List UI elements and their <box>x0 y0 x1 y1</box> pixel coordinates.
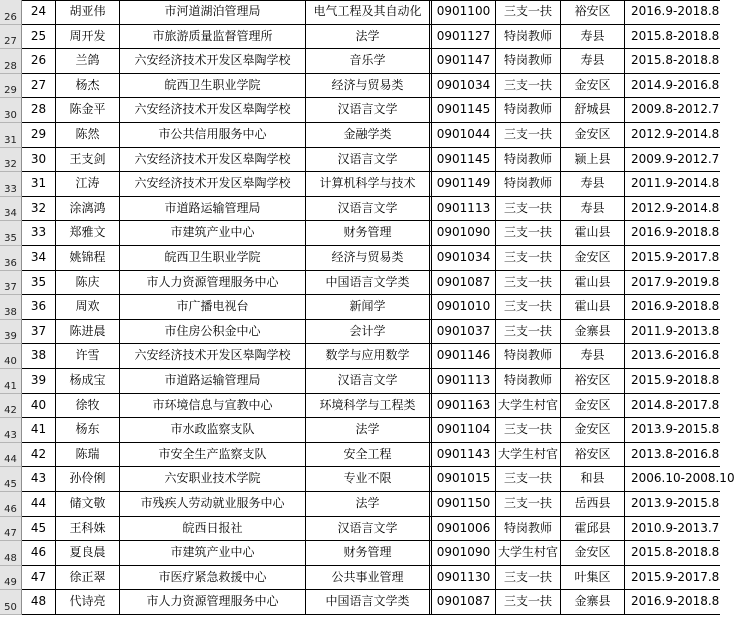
cell-code[interactable]: 0901006 <box>432 517 496 541</box>
cell-period[interactable]: 2013.9-2015.8 <box>631 496 720 510</box>
cell-place[interactable]: 裕安区 <box>561 0 625 24</box>
cell-code[interactable]: 0901087 <box>432 271 496 295</box>
cell-name[interactable]: 兰鸽 <box>56 49 120 73</box>
cell-major[interactable]: 法学 <box>306 492 432 516</box>
cell-period[interactable]: 2010.9-2013.7 <box>631 520 720 535</box>
cell-number[interactable]: 29 <box>22 123 56 147</box>
table-row <box>0 123 720 148</box>
cell-place[interactable]: 霍邱县 <box>561 517 625 541</box>
cell-type[interactable]: 三支一扶 <box>496 418 561 442</box>
cell-place[interactable]: 金安区 <box>561 418 625 442</box>
cell-type[interactable]: 特岗教师 <box>496 369 561 393</box>
cell-name[interactable]: 杨杰 <box>56 74 120 98</box>
cell-period[interactable]: 2016.9-2018.8 <box>631 225 720 240</box>
row-header[interactable]: 29 <box>0 74 22 99</box>
cell-major[interactable]: 汉语言文学 <box>306 369 432 393</box>
cell-name[interactable]: 涂漓鸿 <box>56 197 120 221</box>
cell-place[interactable]: 金安区 <box>561 394 625 418</box>
cell-code[interactable]: 0901145 <box>432 148 496 172</box>
cell-unit[interactable]: 皖西卫生职业学院 <box>120 74 306 98</box>
cell-name[interactable]: 孙伶俐 <box>56 467 120 491</box>
cell-place[interactable]: 和县 <box>561 467 625 491</box>
cell-name[interactable]: 徐牧 <box>56 394 120 418</box>
cell-unit[interactable]: 市人力资源管理服务中心 <box>120 271 306 295</box>
cell-code[interactable]: 0901100 <box>432 0 496 24</box>
cell-unit[interactable]: 市安全生产监察支队 <box>120 443 306 467</box>
cell-code[interactable]: 0901146 <box>432 344 496 368</box>
table-row <box>0 246 720 271</box>
cell-name[interactable]: 许雪 <box>56 344 120 368</box>
cell-code[interactable]: 0901090 <box>432 541 496 565</box>
cell-place[interactable]: 舒城县 <box>561 98 625 122</box>
cell-period[interactable]: 2006.10-2008.10 <box>631 471 735 486</box>
table-row <box>0 443 720 468</box>
row-header[interactable]: 42 <box>0 394 22 419</box>
cell-code[interactable]: 0901037 <box>432 320 496 344</box>
cell-unit[interactable]: 六安经济技术开发区皋陶学校 <box>120 172 306 196</box>
cell-type[interactable]: 特岗教师 <box>496 49 561 73</box>
row-header[interactable]: 30 <box>0 98 22 123</box>
cell-type[interactable]: 三支一扶 <box>496 295 561 319</box>
cell-unit[interactable]: 市残疾人劳动就业服务中心 <box>120 492 306 516</box>
cell-type[interactable]: 三支一扶 <box>496 246 561 270</box>
cell-period[interactable]: 2017.9-2019.8 <box>631 274 720 289</box>
cell-major[interactable]: 计算机科学与技术 <box>306 172 432 196</box>
row-header[interactable]: 31 <box>0 123 22 148</box>
cell-number[interactable]: 47 <box>22 566 56 590</box>
cell-name[interactable]: 陈进晨 <box>56 320 120 344</box>
cell-number[interactable]: 28 <box>22 98 56 122</box>
cell-name[interactable]: 陈瑞 <box>56 443 120 467</box>
table-row <box>0 369 720 394</box>
cell-type[interactable]: 大学生村官 <box>496 443 561 467</box>
cell-unit[interactable]: 皖西日报社 <box>120 517 306 541</box>
cell-place[interactable]: 金安区 <box>561 123 625 147</box>
cell-name[interactable]: 陈庆 <box>56 271 120 295</box>
row-header[interactable]: 40 <box>0 344 22 369</box>
table-row <box>0 344 720 369</box>
table-row <box>0 197 720 222</box>
cell-period[interactable]: 2015.9-2017.8 <box>631 569 720 584</box>
cell-number[interactable]: 48 <box>22 590 56 614</box>
row-header[interactable]: 37 <box>0 271 22 296</box>
cell-name[interactable]: 陈金平 <box>56 98 120 122</box>
cell-name[interactable]: 王支剑 <box>56 148 120 172</box>
cell-number[interactable]: 40 <box>22 394 56 418</box>
table-row <box>0 590 720 615</box>
cell-period[interactable]: 2013.6-2016.8 <box>631 348 720 363</box>
cell-name[interactable]: 杨成宝 <box>56 369 120 393</box>
cell-period[interactable]: 2009.8-2012.7 <box>631 102 720 117</box>
cell-code[interactable]: 0901143 <box>432 443 496 467</box>
cell-number[interactable]: 26 <box>22 49 56 73</box>
cell-code[interactable]: 0901113 <box>432 369 496 393</box>
cell-type[interactable]: 特岗教师 <box>496 25 561 49</box>
cell-number[interactable]: 25 <box>22 25 56 49</box>
cell-number[interactable]: 27 <box>22 74 56 98</box>
cell-type[interactable]: 大学生村官 <box>496 541 561 565</box>
cell-number[interactable]: 32 <box>22 197 56 221</box>
row-header[interactable]: 47 <box>0 517 22 542</box>
cell-major[interactable]: 汉语言文学 <box>306 517 432 541</box>
cell-code[interactable]: 0901127 <box>432 25 496 49</box>
row-header[interactable]: 41 <box>0 369 22 394</box>
cell-name[interactable]: 姚锦程 <box>56 246 120 270</box>
cell-type[interactable]: 三支一扶 <box>496 492 561 516</box>
cell-code[interactable]: 0901010 <box>432 295 496 319</box>
cell-unit[interactable]: 市水政监察支队 <box>120 418 306 442</box>
row-header[interactable]: 32 <box>0 148 22 173</box>
table-row <box>0 517 720 542</box>
cell-place[interactable]: 霍山县 <box>561 271 625 295</box>
cell-type[interactable]: 特岗教师 <box>496 172 561 196</box>
row-header[interactable]: 49 <box>0 566 22 591</box>
cell-code[interactable]: 0901090 <box>432 221 496 245</box>
cell-name[interactable]: 杨东 <box>56 418 120 442</box>
cell-place[interactable]: 寿县 <box>561 172 625 196</box>
cell-unit[interactable]: 市人力资源管理服务中心 <box>120 590 306 614</box>
row-header[interactable]: 35 <box>0 221 22 246</box>
cell-major[interactable]: 金融学类 <box>306 123 432 147</box>
cell-unit[interactable]: 六安经济技术开发区皋陶学校 <box>120 148 306 172</box>
cell-major[interactable]: 专业不限 <box>306 467 432 491</box>
cell-period[interactable]: 2014.8-2017.8 <box>631 397 720 412</box>
table-row <box>0 74 720 99</box>
cell-period[interactable]: 2016.9-2018.8 <box>631 299 720 314</box>
cell-code[interactable]: 0901104 <box>432 418 496 442</box>
cell-period[interactable]: 2012.9-2014.8 <box>631 127 720 141</box>
cell-code[interactable]: 0901149 <box>432 172 496 196</box>
cell-unit[interactable]: 六安经济技术开发区皋陶学校 <box>120 98 306 122</box>
table-row <box>0 566 720 591</box>
cell-unit[interactable]: 六安职业技术学院 <box>120 467 306 491</box>
cell-name[interactable]: 江涛 <box>56 172 120 196</box>
cell-number[interactable]: 37 <box>22 320 56 344</box>
row-header[interactable]: 45 <box>0 467 22 492</box>
cell-place[interactable]: 霍山县 <box>561 295 625 319</box>
cell-number[interactable]: 24 <box>22 0 56 24</box>
cell-code[interactable]: 0901145 <box>432 98 496 122</box>
table-row <box>0 49 720 74</box>
cell-unit[interactable]: 市建筑产业中心 <box>120 221 306 245</box>
cell-type[interactable]: 三支一扶 <box>496 197 561 221</box>
cell-name[interactable]: 陈然 <box>56 123 120 147</box>
cell-number[interactable]: 41 <box>22 418 56 442</box>
table-row <box>0 541 720 566</box>
cell-type[interactable]: 大学生村官 <box>496 394 561 418</box>
cell-code[interactable]: 0901147 <box>432 49 496 73</box>
cell-number[interactable]: 39 <box>22 369 56 393</box>
cell-place[interactable]: 寿县 <box>561 197 625 221</box>
cell-number[interactable]: 44 <box>22 492 56 516</box>
row-header[interactable]: 43 <box>0 418 22 443</box>
cell-period[interactable]: 2016.9-2018.8 <box>631 594 720 609</box>
cell-name[interactable]: 郑雅文 <box>56 221 120 245</box>
cell-major[interactable]: 环境科学与工程类 <box>306 394 432 418</box>
cell-major[interactable]: 安全工程 <box>306 443 432 467</box>
cell-place[interactable]: 金安区 <box>561 246 625 270</box>
cell-number[interactable]: 30 <box>22 148 56 172</box>
cell-type[interactable]: 特岗教师 <box>496 148 561 172</box>
cell-type[interactable]: 三支一扶 <box>496 566 561 590</box>
row-header[interactable]: 39 <box>0 320 22 345</box>
cell-type[interactable]: 特岗教师 <box>496 517 561 541</box>
cell-type[interactable]: 特岗教师 <box>496 98 561 122</box>
table-row <box>0 271 720 296</box>
cell-major[interactable]: 数学与应用数学 <box>306 344 432 368</box>
cell-number[interactable]: 42 <box>22 443 56 467</box>
row-header[interactable]: 48 <box>0 541 22 566</box>
cell-major[interactable]: 经济与贸易类 <box>306 74 432 98</box>
cell-unit[interactable]: 六安经济技术开发区皋陶学校 <box>120 49 306 73</box>
cell-code[interactable]: 0901163 <box>432 394 496 418</box>
cell-major[interactable]: 汉语言文学 <box>306 98 432 122</box>
table-row <box>0 320 720 345</box>
table-row <box>0 221 720 246</box>
cell-major[interactable]: 汉语言文学 <box>306 197 432 221</box>
row-header[interactable]: 27 <box>0 25 22 50</box>
cell-code[interactable]: 0901113 <box>432 197 496 221</box>
cell-place[interactable]: 裕安区 <box>561 443 625 467</box>
cell-number[interactable]: 45 <box>22 517 56 541</box>
cell-period[interactable]: 2014.9-2016.8 <box>631 77 720 92</box>
cell-number[interactable]: 31 <box>22 172 56 196</box>
cell-period[interactable]: 2015.9-2017.8 <box>631 250 720 264</box>
cell-major[interactable]: 财务管理 <box>306 541 432 565</box>
table-row <box>0 467 735 492</box>
cell-period[interactable]: 2015.8-2018.8 <box>631 545 720 560</box>
row-header[interactable]: 38 <box>0 295 22 320</box>
cell-major[interactable]: 音乐学 <box>306 49 432 73</box>
cell-unit[interactable]: 市公共信用服务中心 <box>120 123 306 147</box>
cell-number[interactable]: 43 <box>22 467 56 491</box>
table-row <box>0 0 720 25</box>
cell-unit[interactable]: 市广播电视台 <box>120 295 306 319</box>
cell-code[interactable]: 0901034 <box>432 246 496 270</box>
cell-place[interactable]: 裕安区 <box>561 369 625 393</box>
cell-place[interactable]: 金安区 <box>561 541 625 565</box>
cell-unit[interactable]: 市环境信息与宣教中心 <box>120 394 306 418</box>
cell-unit[interactable]: 皖西卫生职业学院 <box>120 246 306 270</box>
cell-name[interactable]: 胡亚伟 <box>56 0 120 24</box>
cell-number[interactable]: 36 <box>22 295 56 319</box>
row-header[interactable]: 46 <box>0 492 22 517</box>
cell-code[interactable]: 0901034 <box>432 74 496 98</box>
cell-name[interactable]: 夏良晨 <box>56 541 120 565</box>
cell-type[interactable]: 三支一扶 <box>496 467 561 491</box>
cell-major[interactable]: 中国语言文学类 <box>306 590 432 614</box>
cell-code[interactable]: 0901130 <box>432 566 496 590</box>
cell-place[interactable]: 寿县 <box>561 49 625 73</box>
cell-period[interactable]: 2013.8-2016.8 <box>631 446 720 461</box>
table-row <box>0 418 720 443</box>
cell-type[interactable]: 三支一扶 <box>496 123 561 147</box>
cell-major[interactable]: 法学 <box>306 25 432 49</box>
cell-major[interactable]: 电气工程及其自动化 <box>306 0 432 24</box>
row-header[interactable]: 33 <box>0 172 22 197</box>
cell-major[interactable]: 中国语言文学类 <box>306 271 432 295</box>
cell-period[interactable]: 2015.9-2018.8 <box>631 373 720 387</box>
row-header[interactable]: 50 <box>0 590 22 615</box>
cell-name[interactable]: 徐正翠 <box>56 566 120 590</box>
cell-unit[interactable]: 市道路运输管理局 <box>120 197 306 221</box>
row-header[interactable]: 36 <box>0 246 22 271</box>
cell-name[interactable]: 储文敬 <box>56 492 120 516</box>
cell-unit[interactable]: 市建筑产业中心 <box>120 541 306 565</box>
cell-number[interactable]: 35 <box>22 271 56 295</box>
cell-number[interactable]: 33 <box>22 221 56 245</box>
cell-name[interactable]: 周开发 <box>56 25 120 49</box>
cell-period[interactable]: 2016.9-2018.8 <box>631 4 720 18</box>
cell-place[interactable]: 寿县 <box>561 25 625 49</box>
cell-name[interactable]: 周欢 <box>56 295 120 319</box>
row-header[interactable]: 28 <box>0 49 22 74</box>
cell-unit[interactable]: 市旅游质量监督管理所 <box>120 25 306 49</box>
table-row <box>0 295 720 320</box>
cell-unit[interactable]: 六安经济技术开发区皋陶学校 <box>120 344 306 368</box>
cell-period[interactable]: 2011.9-2013.8 <box>631 323 720 338</box>
cell-code[interactable]: 0901087 <box>432 590 496 614</box>
cell-major[interactable]: 财务管理 <box>306 221 432 245</box>
cell-type[interactable]: 三支一扶 <box>496 320 561 344</box>
cell-place[interactable]: 岳西县 <box>561 492 625 516</box>
row-header[interactable]: 26 <box>0 0 22 25</box>
cell-major[interactable]: 新闻学 <box>306 295 432 319</box>
cell-type[interactable]: 三支一扶 <box>496 271 561 295</box>
table-row <box>0 25 720 50</box>
table-row <box>0 394 720 419</box>
cell-code[interactable]: 0901150 <box>432 492 496 516</box>
cell-type[interactable]: 三支一扶 <box>496 74 561 98</box>
table-row <box>0 492 720 517</box>
cell-major[interactable]: 会计学 <box>306 320 432 344</box>
cell-type[interactable]: 三支一扶 <box>496 221 561 245</box>
cell-place[interactable]: 寿县 <box>561 344 625 368</box>
cell-name[interactable]: 王科姝 <box>56 517 120 541</box>
cell-unit[interactable]: 市住房公积金中心 <box>120 320 306 344</box>
cell-major[interactable]: 法学 <box>306 418 432 442</box>
cell-type[interactable]: 三支一扶 <box>496 0 561 24</box>
cell-unit[interactable]: 市医疗紧急救援中心 <box>120 566 306 590</box>
cell-place[interactable]: 金寨县 <box>561 590 625 614</box>
cell-place[interactable]: 颍上县 <box>561 148 625 172</box>
cell-place[interactable]: 霍山县 <box>561 221 625 245</box>
row-header[interactable]: 34 <box>0 197 22 222</box>
cell-place[interactable]: 金寨县 <box>561 320 625 344</box>
cell-period[interactable]: 2011.9-2014.8 <box>631 176 720 191</box>
cell-number[interactable]: 38 <box>22 344 56 368</box>
cell-type[interactable]: 特岗教师 <box>496 344 561 368</box>
cell-place[interactable]: 金安区 <box>561 74 625 98</box>
cell-major[interactable]: 经济与贸易类 <box>306 246 432 270</box>
row-header[interactable]: 44 <box>0 443 22 468</box>
cell-number[interactable]: 34 <box>22 246 56 270</box>
cell-period[interactable]: 2015.8-2018.8 <box>631 53 720 68</box>
cell-type[interactable]: 三支一扶 <box>496 590 561 614</box>
cell-major[interactable]: 汉语言文学 <box>306 148 432 172</box>
cell-code[interactable]: 0901044 <box>432 123 496 147</box>
cell-period[interactable]: 2009.9-2012.7 <box>631 151 720 166</box>
cell-period[interactable]: 2013.9-2015.8 <box>631 422 720 437</box>
table-row <box>0 172 720 197</box>
cell-period[interactable]: 2012.9-2014.8 <box>631 200 720 215</box>
cell-unit[interactable]: 市道路运输管理局 <box>120 369 306 393</box>
cell-unit[interactable]: 市河道湖泊管理局 <box>120 0 306 24</box>
table-row <box>0 148 720 173</box>
cell-period[interactable]: 2015.8-2018.8 <box>631 28 720 43</box>
cell-major[interactable]: 公共事业管理 <box>306 566 432 590</box>
cell-place[interactable]: 叶集区 <box>561 566 625 590</box>
cell-code[interactable]: 0901015 <box>432 467 496 491</box>
cell-number[interactable]: 46 <box>22 541 56 565</box>
cell-name[interactable]: 代诗亮 <box>56 590 120 614</box>
table-row <box>0 98 720 123</box>
